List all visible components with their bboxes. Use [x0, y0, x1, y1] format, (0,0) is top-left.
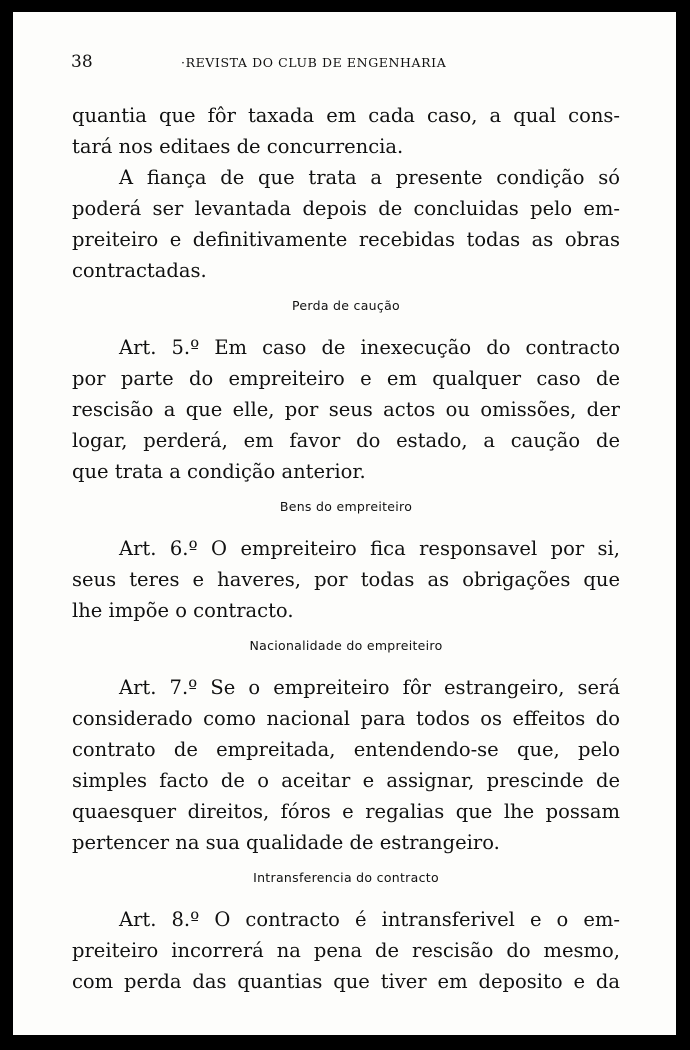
- paragraph: [72, 533, 620, 626]
- text-line: simples facto de o aceitar e assignar, prescinde de: [72, 769, 620, 792]
- paragraph: [72, 100, 620, 162]
- running-title: ·REVISTA DO CLUB DE ENGENHARIA: [181, 55, 447, 70]
- text-line: Art. 7.º Se o empreiteiro fôr estrangeiro, será: [119, 676, 620, 699]
- section-heading: Perda de caução: [291, 298, 400, 313]
- text-line: poderá ser levantada depois de concluidas pelo em-: [72, 197, 620, 220]
- paragraph: [72, 904, 620, 997]
- text-line: contrato de empreitada, entendendo-se que, pelo: [72, 738, 620, 761]
- text-line: quantia que fôr taxada em cada caso, a qual cons-: [72, 104, 620, 127]
- page-number: 38: [71, 52, 93, 72]
- section-heading: Bens do empreiteiro: [279, 499, 413, 514]
- text-line: preiteiro incorrerá na pena de rescisão do mesmo,: [72, 939, 620, 962]
- text-line: seus teres e haveres, por todas as obrigações que: [72, 568, 620, 591]
- text-line: Art. 8.º O contracto é intransferivel e o em-: [119, 908, 620, 931]
- text-line: logar, perderá, em favor do estado, a caução de: [72, 429, 620, 452]
- paragraph: [72, 672, 620, 858]
- text-line: com perda das quantias que tiver em deposito e da: [72, 970, 620, 993]
- text-line: Art. 5.º Em caso de inexecução do contracto: [119, 336, 620, 359]
- section-heading: Intransferencia do contracto: [253, 870, 439, 885]
- text-line: rescisão a que elle, por seus actos ou omissões, der: [72, 398, 620, 421]
- text-line: contractadas.: [72, 259, 207, 282]
- text-line: preiteiro e definitivamente recebidas todas as obras: [72, 228, 620, 251]
- running-header: [71, 52, 619, 74]
- section-heading: Nacionalidade do empreiteiro: [249, 638, 443, 653]
- text-line: pertencer na sua qualidade de estrangeiro.: [72, 831, 500, 854]
- text-line: tará nos editaes de concurrencia.: [72, 135, 404, 158]
- text-line: lhe impõe o contracto.: [72, 599, 294, 622]
- book-page: [13, 12, 676, 1035]
- paragraph: [72, 332, 620, 487]
- text-line: Art. 6.º O empreiteiro fica responsavel por si,: [119, 537, 620, 560]
- text-line: A fiança de que trata a presente condição só: [119, 166, 620, 189]
- text-line: considerado como nacional para todos os effeitos do: [72, 707, 620, 730]
- text-line: por parte do empreiteiro e em qualquer caso de: [72, 367, 620, 390]
- page-body: [72, 100, 620, 997]
- text-line: quaesquer direitos, fóros e regalias que lhe possam: [72, 800, 620, 823]
- paragraph: [72, 162, 620, 286]
- text-line: que trata a condição anterior.: [72, 460, 366, 483]
